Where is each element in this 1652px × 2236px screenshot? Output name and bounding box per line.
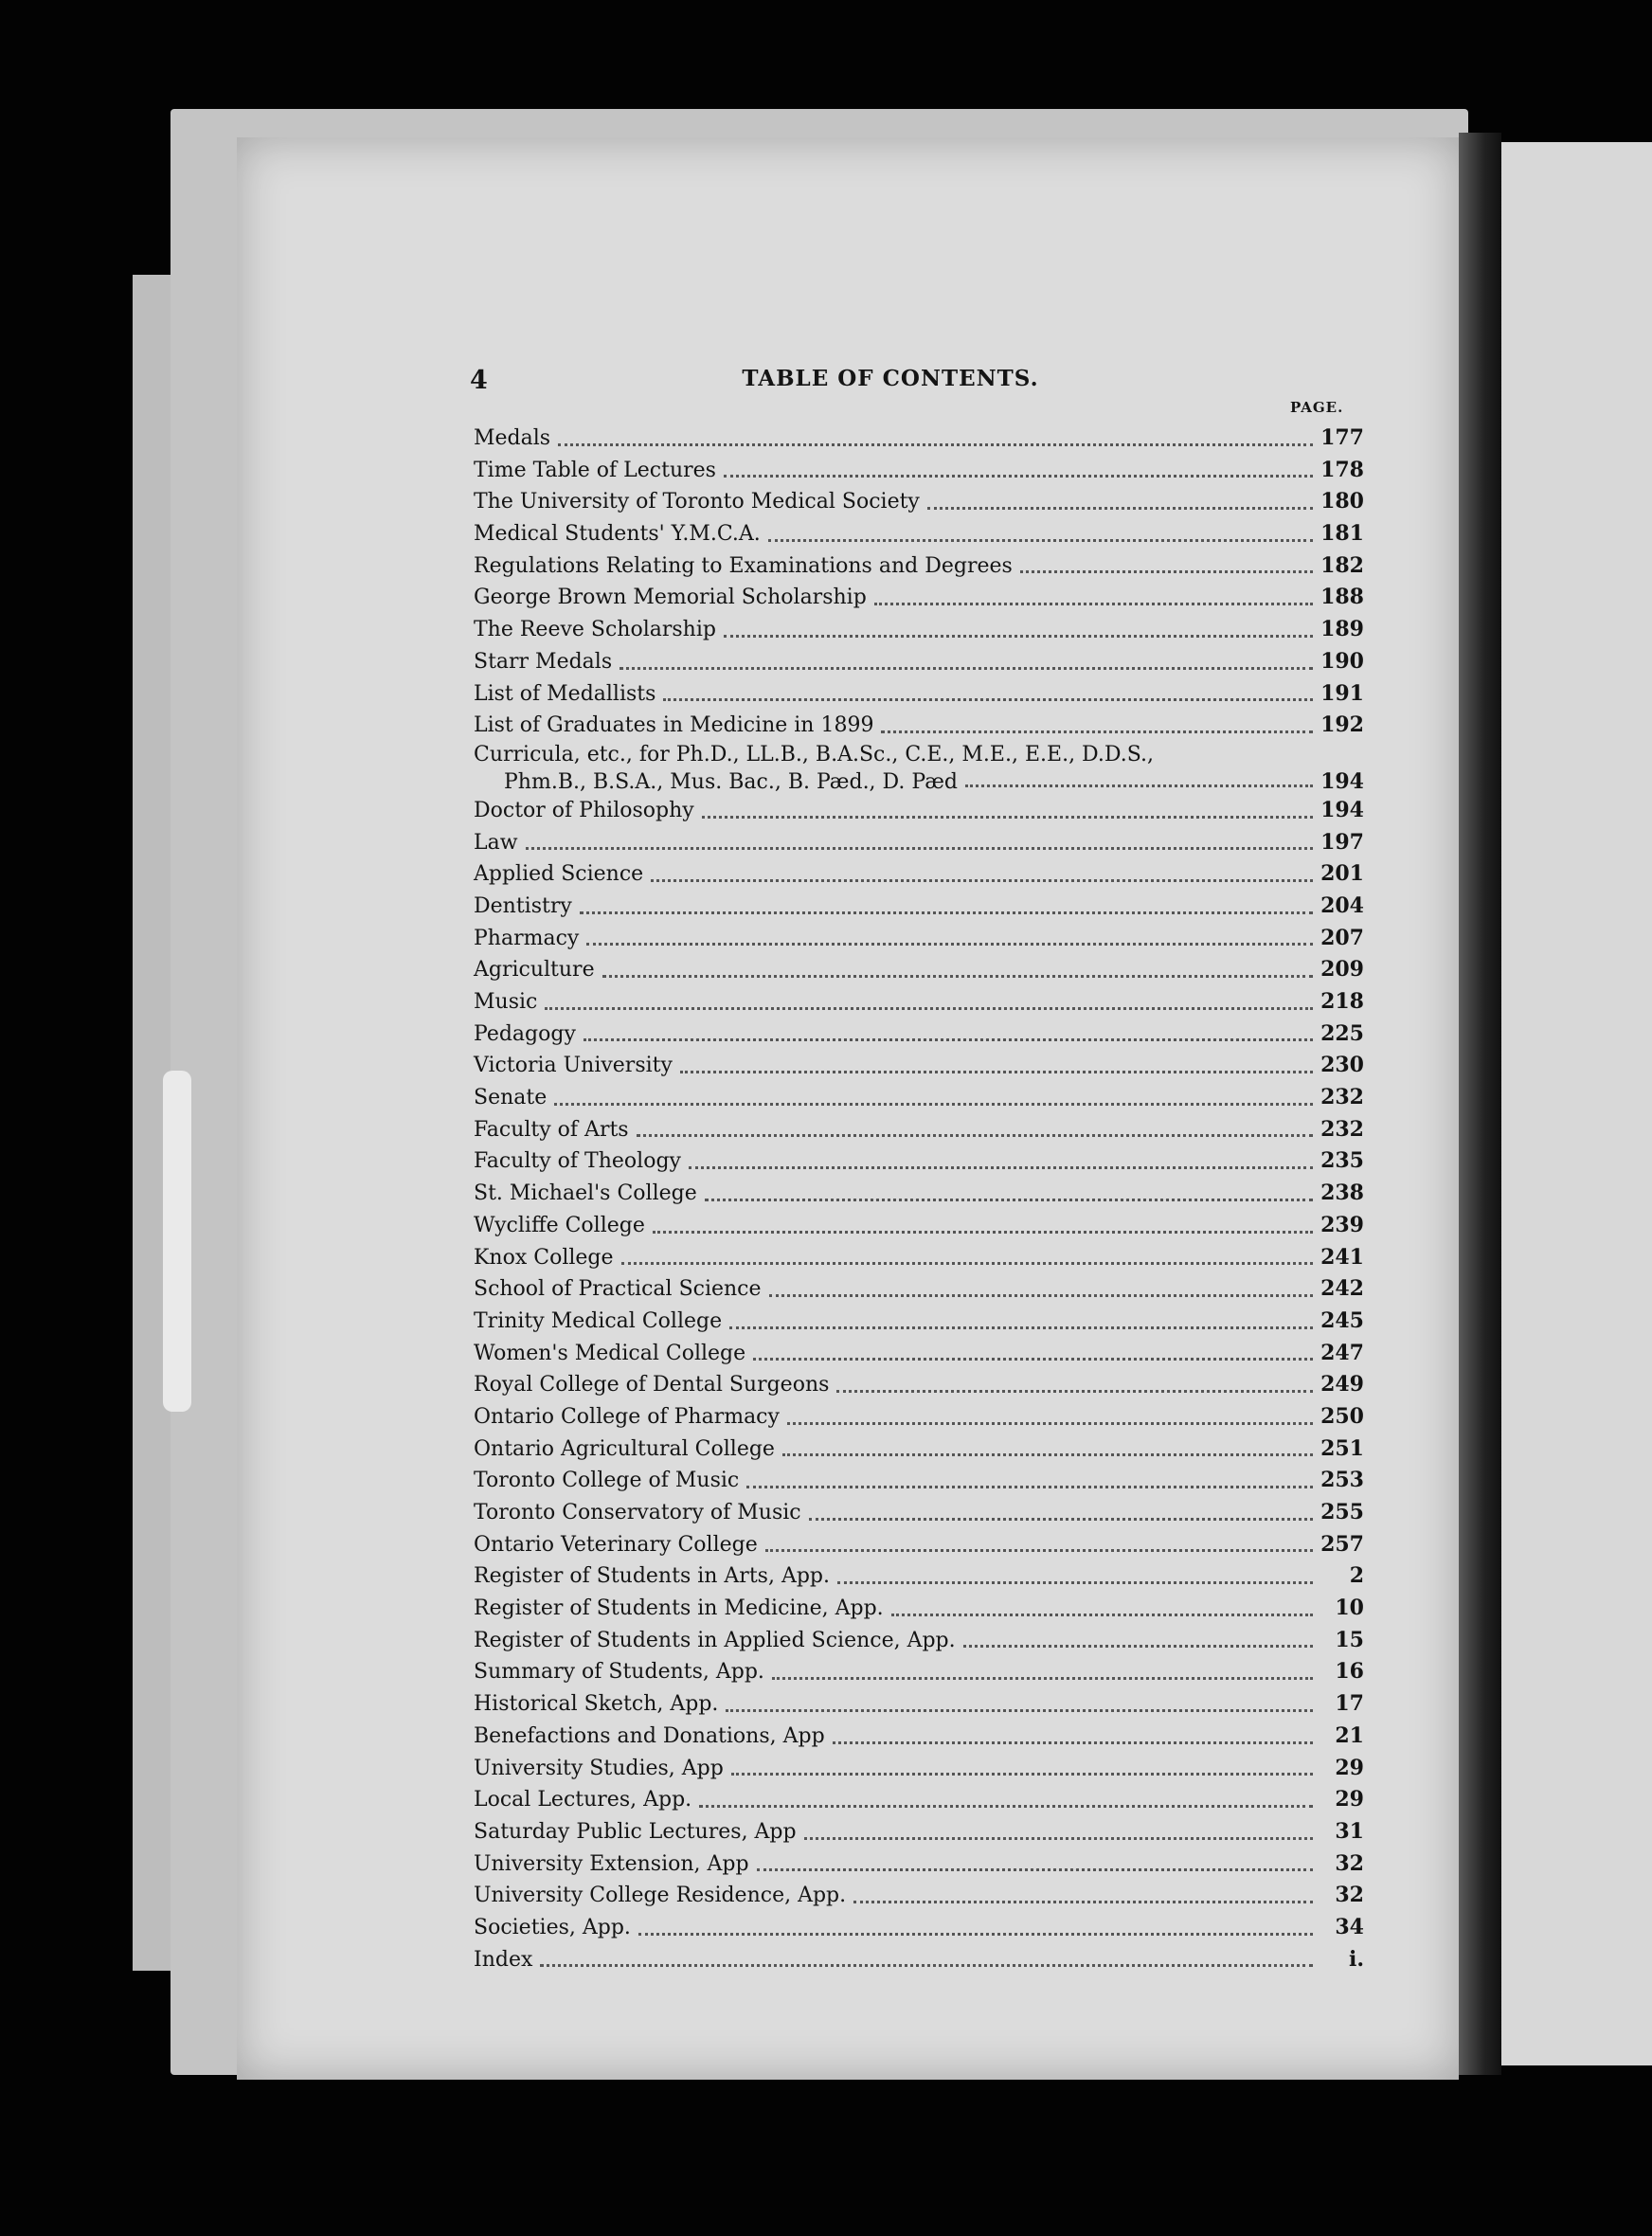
toc-entry-page: 245 — [1320, 1307, 1364, 1333]
dot-leader — [881, 730, 1313, 733]
toc-entry-page: 247 — [1320, 1340, 1364, 1365]
toc-entry-page: 10 — [1335, 1596, 1364, 1621]
dot-leader — [772, 1677, 1313, 1680]
dot-leader — [729, 1326, 1313, 1329]
toc-entry-page: 182 — [1320, 552, 1364, 578]
toc-entry — [474, 1465, 1364, 1497]
dot-leader — [621, 1262, 1313, 1265]
toc-entry-page: 255 — [1320, 1500, 1364, 1524]
dot-leader — [874, 603, 1313, 605]
toc-entry-label: Local Lectures, App. — [474, 1788, 692, 1812]
dot-leader — [586, 943, 1313, 946]
toc-entry — [474, 1082, 1364, 1114]
dot-leader — [809, 1518, 1313, 1521]
toc-entry — [474, 710, 1364, 742]
toc-entry-label: Royal College of Dental Surgeons — [474, 1373, 830, 1398]
toc-entry-label: Wycliffe College — [474, 1213, 645, 1237]
toc-entry — [474, 550, 1364, 583]
toc-entry-label: Curricula, etc., for Ph.D., LL.B., B.A.Sc., C.E., M.E., E.E., D.D.S., — [474, 742, 1155, 766]
toc-entry-page: 253 — [1320, 1468, 1364, 1493]
toc-entry-multiline — [474, 742, 1364, 796]
toc-entry — [474, 1912, 1364, 1944]
dot-leader — [653, 1231, 1313, 1234]
toc-entry-label: St. Michael's College — [474, 1181, 697, 1206]
toc-entry — [474, 1401, 1364, 1434]
toc-entry-label: Regulations Relating to Examinations and Degrees — [474, 553, 1013, 578]
toc-entry-page: 180 — [1320, 489, 1364, 514]
dot-leader — [705, 1199, 1313, 1201]
dot-leader — [963, 1645, 1313, 1648]
dot-leader — [927, 507, 1313, 510]
toc-entry-page: 190 — [1320, 648, 1364, 674]
toc-entry-page: 232 — [1320, 1116, 1364, 1142]
dot-leader — [891, 1614, 1313, 1616]
toc-entry-label: University Extension, App — [474, 1851, 749, 1876]
toc-entry-page: 232 — [1320, 1085, 1364, 1110]
toc-entry-label: Index — [474, 1947, 533, 1972]
dot-leader — [680, 1071, 1313, 1073]
toc-entry — [474, 1242, 1364, 1274]
toc-entry-label: Senate — [474, 1086, 548, 1110]
toc-entry — [474, 1338, 1364, 1370]
dot-leader — [1020, 570, 1313, 573]
dot-leader — [837, 1581, 1313, 1584]
toc-entry-page: 218 — [1320, 989, 1364, 1014]
toc-entry — [474, 1145, 1364, 1178]
dot-leader — [836, 1390, 1313, 1393]
toc-entry-page: 257 — [1320, 1531, 1364, 1557]
toc-entry — [474, 1848, 1364, 1881]
toc-entry-label: The Reeve Scholarship — [474, 618, 716, 642]
toc-entry — [474, 582, 1364, 614]
dot-leader — [765, 1549, 1313, 1552]
page-column-heading: PAGE. — [1290, 399, 1344, 416]
toc-entry — [474, 858, 1364, 891]
book-gutter — [1459, 133, 1501, 2075]
toc-entry-label: Register of Students in Applied Science, App. — [474, 1628, 956, 1652]
toc-entry-page: 189 — [1320, 617, 1364, 642]
toc-entry-page: 197 — [1320, 829, 1364, 855]
dot-leader — [853, 1901, 1313, 1903]
toc-entry-label: Dentistry — [474, 893, 572, 918]
dot-leader — [689, 1166, 1313, 1169]
toc-entry-page: 250 — [1320, 1403, 1364, 1429]
dot-leader — [787, 1422, 1313, 1425]
dot-leader — [638, 1933, 1313, 1936]
dot-leader — [554, 1103, 1313, 1106]
toc-entry — [474, 455, 1364, 487]
dot-leader — [558, 443, 1313, 446]
toc-entry — [474, 1560, 1364, 1593]
toc-entry-label: Register of Students in Arts, App. — [474, 1564, 830, 1589]
toc-entry-label: Ontario Veterinary College — [474, 1532, 758, 1557]
toc-entry-page: 32 — [1335, 1883, 1364, 1908]
toc-entry-label: Victoria University — [474, 1054, 673, 1078]
binding-strip — [163, 1071, 191, 1412]
toc-entry-page: 17 — [1335, 1691, 1364, 1717]
toc-entry — [474, 1306, 1364, 1338]
dot-leader — [663, 698, 1313, 701]
toc-entry-label: Ontario Agricultural College — [474, 1436, 775, 1461]
toc-entry-label: Music — [474, 990, 538, 1014]
dot-leader — [757, 1868, 1313, 1871]
toc-entry — [474, 923, 1364, 955]
toc-entry-page: 177 — [1320, 425, 1364, 450]
toc-entry-label: List of Medallists — [474, 681, 656, 706]
toc-entry-page: 188 — [1320, 585, 1364, 610]
toc-entry — [474, 1114, 1364, 1146]
toc-entry-label: Doctor of Philosophy — [474, 798, 694, 822]
toc-entry — [474, 1784, 1364, 1816]
toc-entry-label: School of Practical Science — [474, 1277, 762, 1302]
toc-entry-label: Toronto College of Music — [474, 1469, 740, 1493]
toc-entry-page: 207 — [1320, 925, 1364, 950]
dot-leader — [602, 975, 1313, 978]
toc-entry — [474, 614, 1364, 646]
toc-entry-page: 181 — [1320, 521, 1364, 547]
facing-page-edge — [1501, 142, 1652, 2065]
toc-entry-page: 238 — [1320, 1181, 1364, 1206]
toc-entry-label: List of Graduates in Medicine in 1899 — [474, 713, 874, 738]
toc-entry-page: 209 — [1320, 957, 1364, 983]
toc-entry-page: 21 — [1335, 1722, 1364, 1748]
toc-entry — [474, 1019, 1364, 1051]
toc-entry-label: The University of Toronto Medical Society — [474, 490, 920, 514]
toc-entry-label: Saturday Public Lectures, App — [474, 1819, 797, 1844]
toc-entry-page: 29 — [1335, 1755, 1364, 1780]
toc-entry-page: 230 — [1320, 1053, 1364, 1078]
toc-entry-page: 178 — [1320, 457, 1364, 482]
toc-entry-page: 239 — [1320, 1212, 1364, 1237]
toc-entry-label: Benefactions and Donations, App — [474, 1723, 825, 1748]
toc-entry-label: Law — [474, 830, 518, 855]
toc-entry — [474, 423, 1364, 455]
toc-entry — [474, 1656, 1364, 1688]
toc-entry-page: 32 — [1335, 1850, 1364, 1876]
toc-entry — [474, 1529, 1364, 1561]
dot-leader — [833, 1741, 1313, 1744]
toc-entry-page: i. — [1348, 1946, 1364, 1972]
toc-entry-page: 16 — [1335, 1659, 1364, 1685]
toc-entry-label: Medals — [474, 426, 551, 450]
toc-entry — [474, 646, 1364, 678]
dot-leader — [746, 1486, 1313, 1488]
toc-entry — [474, 1050, 1364, 1082]
dot-leader — [620, 667, 1313, 670]
toc-entry-page: 15 — [1335, 1627, 1364, 1652]
dot-leader — [769, 1294, 1313, 1297]
toc-entry-page: 251 — [1320, 1435, 1364, 1461]
dot-leader — [637, 1134, 1313, 1137]
dot-leader — [545, 1007, 1313, 1010]
toc-entry-label: Agriculture — [474, 958, 595, 983]
toc-entry — [474, 1434, 1364, 1466]
toc-entry-label: Trinity Medical College — [474, 1308, 723, 1333]
toc-entry-label: Summary of Students, App. — [474, 1660, 764, 1685]
dot-leader — [584, 1038, 1313, 1041]
dot-leader — [699, 1805, 1313, 1808]
toc-entry-label: Faculty of Theology — [474, 1149, 681, 1174]
toc-entry — [474, 1273, 1364, 1306]
toc-entry-label: Societies, App. — [474, 1915, 631, 1939]
toc-entry-label: Starr Medals — [474, 649, 613, 674]
toc-entry-label: Women's Medical College — [474, 1341, 746, 1365]
toc-entry-label: University College Residence, App. — [474, 1884, 847, 1908]
toc-entry-label-continued: Phm.B., B.S.A., Mus. Bac., B. Pæd., D. Pæd — [504, 769, 958, 794]
dot-leader — [726, 1709, 1313, 1712]
toc-entry-label: Toronto Conservatory of Music — [474, 1501, 801, 1524]
toc-entry — [474, 1880, 1364, 1912]
toc-entry — [474, 827, 1364, 859]
toc-entry-label: Ontario College of Pharmacy — [474, 1404, 780, 1429]
toc-entry-label: Register of Students in Medicine, App. — [474, 1596, 884, 1621]
toc-entry-page: 194 — [1320, 768, 1364, 794]
toc-entry — [474, 1944, 1364, 1976]
dot-leader — [768, 539, 1313, 542]
toc-entry-second-line — [474, 768, 1364, 796]
dot-leader — [702, 816, 1313, 819]
toc-entry — [474, 1721, 1364, 1753]
toc-entry-page: 2 — [1349, 1563, 1364, 1589]
dot-leader — [782, 1453, 1313, 1456]
toc-entry-page: 201 — [1320, 861, 1364, 887]
toc-entry-page: 249 — [1320, 1372, 1364, 1398]
toc-entry — [474, 891, 1364, 923]
toc-entry — [474, 1497, 1364, 1529]
toc-entry — [474, 518, 1364, 550]
toc-entry-page: 31 — [1335, 1818, 1364, 1844]
toc-entry-label: University Studies, App — [474, 1756, 724, 1780]
toc-entry — [474, 1625, 1364, 1657]
dot-leader — [731, 1773, 1313, 1776]
toc-entry — [474, 1593, 1364, 1625]
toc-entry-label: Applied Science — [474, 862, 644, 887]
toc-entry-label: Pedagogy — [474, 1021, 576, 1046]
dot-leader — [724, 635, 1313, 638]
toc-entry — [474, 486, 1364, 518]
toc-entry-page: 242 — [1320, 1276, 1364, 1302]
table-of-contents — [474, 423, 1364, 1975]
toc-entry-page: 191 — [1320, 680, 1364, 706]
dot-leader — [753, 1358, 1313, 1361]
toc-entry — [474, 1210, 1364, 1242]
toc-entry — [474, 1816, 1364, 1848]
toc-entry-label: Faculty of Arts — [474, 1117, 629, 1142]
toc-entry — [474, 986, 1364, 1019]
toc-entry — [474, 1369, 1364, 1401]
toc-entry-label: Time Table of Lectures — [474, 458, 716, 482]
toc-entry — [474, 795, 1364, 827]
toc-entry-page: 194 — [1320, 797, 1364, 822]
toc-entry-label: Knox College — [474, 1245, 614, 1270]
toc-entry — [474, 742, 1364, 795]
toc-entry-page: 34 — [1335, 1914, 1364, 1939]
page-number: 4 — [470, 366, 488, 395]
toc-entry — [474, 1688, 1364, 1721]
toc-entry-page: 204 — [1320, 893, 1364, 918]
toc-entry-page: 235 — [1320, 1148, 1364, 1174]
toc-entry-label: Historical Sketch, App. — [474, 1692, 719, 1717]
dot-leader — [580, 911, 1313, 914]
toc-entry-page: 29 — [1335, 1787, 1364, 1812]
toc-entry-page: 192 — [1320, 712, 1364, 738]
dot-leader — [540, 1964, 1313, 1967]
dot-leader — [965, 784, 1313, 787]
page-title: TABLE OF CONTENTS. — [742, 366, 1039, 391]
dot-leader — [804, 1837, 1313, 1840]
toc-entry-page: 225 — [1320, 1020, 1364, 1046]
toc-entry-label: Medical Students' Y.M.C.A. — [474, 522, 761, 547]
dot-leader — [651, 879, 1313, 882]
toc-entry-label: Pharmacy — [474, 926, 580, 950]
toc-entry — [474, 954, 1364, 986]
toc-entry — [474, 1178, 1364, 1210]
toc-entry — [474, 678, 1364, 711]
dot-leader — [526, 847, 1313, 850]
toc-entry-label: George Brown Memorial Scholarship — [474, 586, 867, 610]
toc-entry — [474, 1753, 1364, 1785]
toc-entry-page: 241 — [1320, 1244, 1364, 1270]
dot-leader — [724, 475, 1313, 478]
